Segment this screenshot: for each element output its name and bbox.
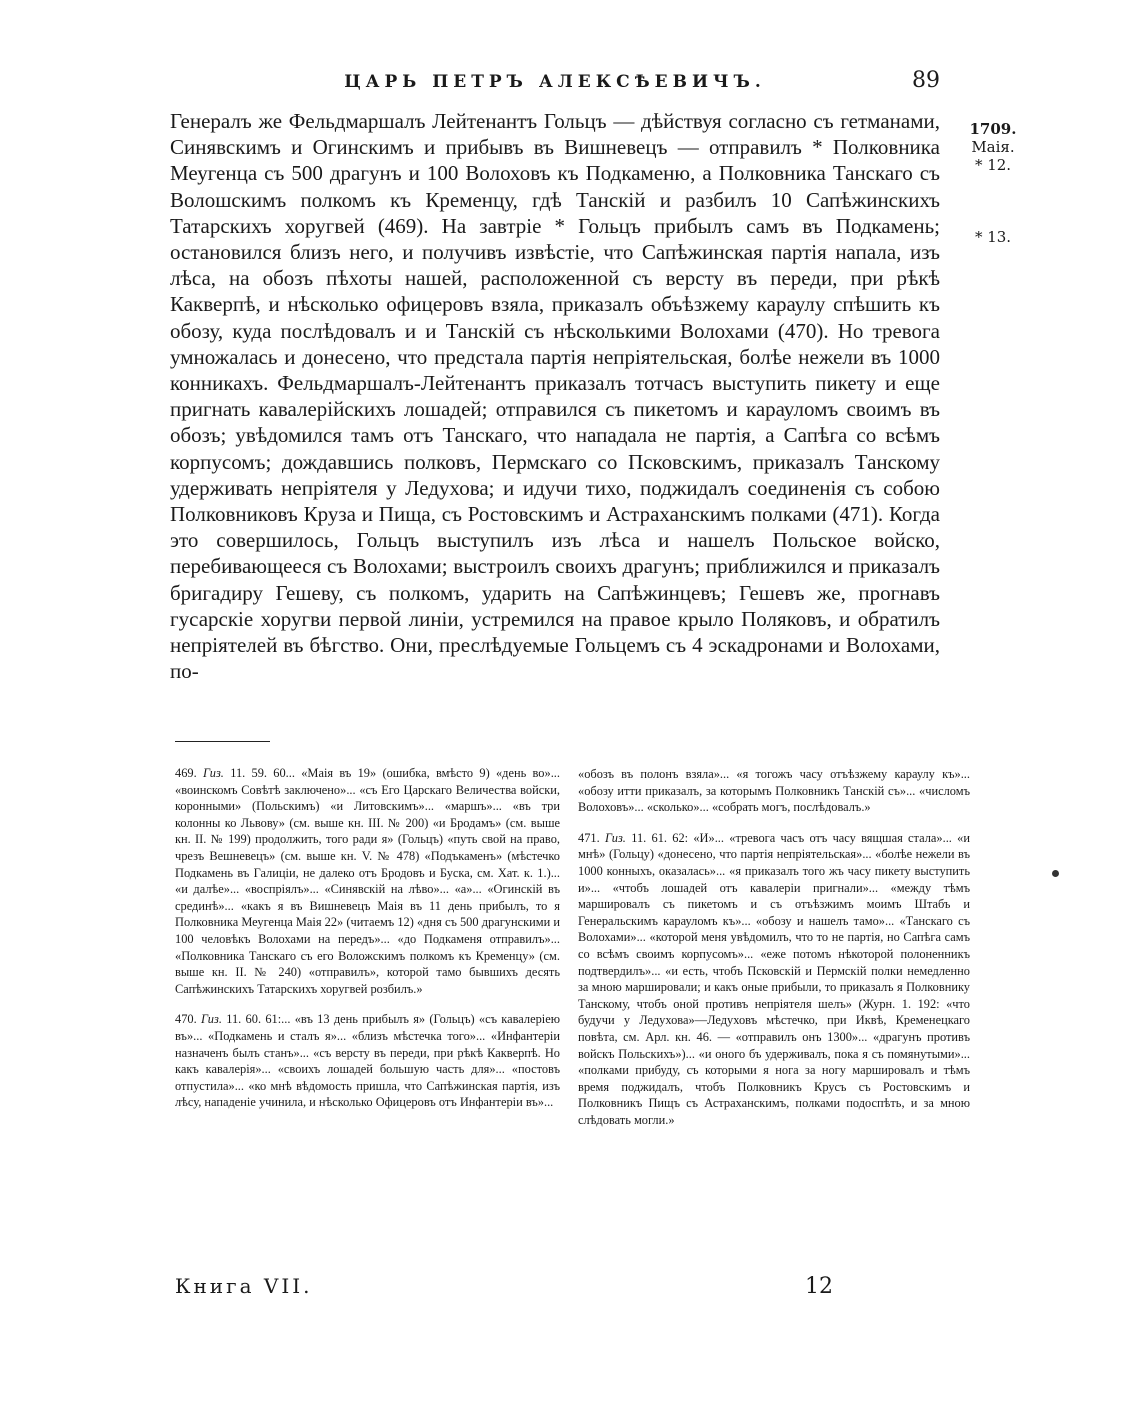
page-footer bbox=[175, 1274, 875, 1304]
footnotes-left-column bbox=[175, 765, 560, 1125]
book-signature: Книга VII. bbox=[175, 1274, 313, 1298]
footnote-label: 470. bbox=[175, 1012, 197, 1027]
ink-speck bbox=[1052, 870, 1059, 877]
footnote-469 bbox=[175, 765, 560, 997]
footnote-source: Гиз. bbox=[200, 1012, 222, 1027]
running-head bbox=[170, 68, 940, 98]
sheet-signature-mark: 12 bbox=[805, 1274, 833, 1299]
footnote-470 bbox=[175, 1011, 560, 1111]
margin-year: 1709. bbox=[969, 120, 1017, 138]
footnote-label: 469. bbox=[175, 766, 197, 780]
footnote-text: 11. 60. 61:... «въ 13 день прибылъ я» (Гольцъ) «съ кавалеріею въ»... «Подкамень и сталъ я»... «близъ мѣстечка того»... «Инфантеріи назначенъ былъ станъ»... «съ версту въ переди, при рѣкѣ Какверпѣ. Но какъ кавалерія»... «своихъ лошадей большую часть для»... «постовъ отпустила»... «ко мнѣ вѣдомость пришла, что Сапѣжинская партія, изъ лѣсу, нападеніе учинила, и нѣсколько Офицеровъ отъ Инфантеріи въ»... bbox=[175, 1012, 560, 1110]
margin-notes bbox=[958, 120, 1028, 246]
footnote-source: Гиз. bbox=[202, 766, 224, 780]
footnote-source: Гиз. bbox=[604, 830, 626, 845]
footnote-471 bbox=[578, 830, 970, 1129]
main-paragraph: Генералъ же Фельдмаршалъ Лейтенантъ Гольцъ — дѣйствуя согласно съ гетманами, Синявскимъ и Огинскимъ и прибывъ въ Вишневецъ — отправилъ * Полковника Меугенца съ 500 драгунъ и 100 Волоховъ къ Подкаменю, а Полковника Танскаго съ Волошскимъ полкомъ къ Кременцу, гдѣ Танскій и разбилъ 10 Сапѣжинскихъ Татарскихъ хоругвей (469). На завтріе * Гольцъ прибылъ самъ въ Подкамень; остановился близъ него, и получивъ извѣстіе, что Сапѣжинская партія напала, изъ лѣса, на обозъ пѣхоты нашей, расположенной съ версту въ переди, при рѣкѣ Какверпѣ, и нѣсколько офицеровъ взяла, приказалъ объѣзжему караулу спѣшить къ обозу, куда послѣдовалъ и и Танскій съ нѣсколькими Волохами (470). Но тревога умножалась и донесено, что предстала партія непріятельская, болѣе нежели въ 1000 конникахъ. Фельдмаршалъ-Лейтенантъ приказалъ тотчасъ выступить пикету и еще пригнать кавалерійскихъ лошадей; отправился съ пикетомъ и карауломъ своимъ въ обозъ; увѣдомился тамъ отъ Танскаго, что нападала не партія, а Сапѣга со всѣмъ корпусомъ; дождавшись полковъ, Пермскаго со Псковскимъ, приказалъ Танскому удерживать непріятеля у Ледухова; и идучи тихо, поджидалъ соединенія съ собою Полковниковъ Круза и Пища, съ Ростовскимъ и Астраханскимъ полками (471). Когда это совершилось, Гольцъ выступилъ изъ лѣса и нашелъ Польское войско, перебивающееся съ Волохами; выстроилъ своихъ драгунъ; приближился и приказалъ бригадиру Гешеву, съ полкомъ, ударить на Сапѣжинцевъ; Гешевъ же, прогнавъ гусарскіе хоругви первой линіи, устремился на правое крыло Поляковъ, и обратилъ непріятелей въ бѣгство. Они, преслѣдуемые Гольцемъ съ 4 эскадронами и Волохами, по- bbox=[170, 109, 940, 684]
footnote-label: 471. bbox=[578, 830, 600, 845]
margin-day-13: * 13. bbox=[974, 228, 1012, 246]
footnote-text: 11. 61. 62: «И»... «тревога часъ отъ часу вящшая стала»... «и мнѣ» (Гольцу) «донесено, что партія непріятельская»... «болѣе нежели въ 1000 конныхъ, оказалась»... «я приказалъ того жъ часу пикету выступить и»... «чтобъ лошадей отъ кавалеріи пригнали»... «между тѣмъ маршировалъ съ пикетомъ и съ отъѣзжимъ моимъ Штабъ и Генеральскимъ карауломъ къ»... «обозу и нашелъ тамо»... «Танскаго съ Волохами»... «которой меня увѣдомилъ, что то не партія, но Сапѣга самъ со всѣмъ своимъ корпусомъ»... «еже потомъ нѣкоторой полоненникъ подтвердилъ»... «и есть, чтобъ Псковскій и Пермскій полки немедленно за мною маршировали; и какъ оные прибыли, то приказалъ я Полковнику Танскому, чтобъ оной противъ непріятеля шелъ» (Журн. 1. 192: «что будучи у Ледухова»—Ледуховъ мѣстечко, при Иквѣ, Кременецкаго повѣта, см. Арл. кн. 46. — «отправилъ онъ 1300»... «драгунъ противъ войскъ Польскихъ»)... «и оного бъ удерживалъ, пока я съ помянутыми»... «полками прибуду, съ которыми я нога за ногу маршировалъ и тѣмъ время поджидалъ, чтобъ Полковникъ Крусъ съ Ростовскимъ и Полковникъ Пищъ съ Астраханскимъ, полками подоспѣть, и за мною слѣдовать могли.» bbox=[578, 830, 970, 1127]
footnotes-right-column bbox=[578, 766, 970, 1142]
footnote-text: 11. 59. 60... «Маія въ 19» (ошибка, вмѣсто 9) «день во»... «воинскомъ Совѣтѣ заключено»... «съ Его Царскаго Величества войски, коронными» (Польскимъ) «и Литовскимъ»... «маршъ»... «въ три колонны ко Львову» (см. выше кн. III. № 200) «и Бродамъ» (см. выше кн. II. № 199) продолжить, того ради я» (Гольцъ) «путь свой на право, чрезъ Вешневецъ» (см. выше кн. V. № 478) «Подъкаменъ» (мѣстечко Подкамень въ Галиціи, не далеко отъ Бродовъ и Буска, см. Хат. к. 1.)... «и далѣе»... «воспріялъ»... «Синявскій на лѣво»... «а»... «Огинскій въ срединѣ»... «какъ я въ Вишневецъ Маія въ 11 день прибылъ, то я Полковника Меугенца Маія 22» (читаемъ 12) «дня съ 500 драгунскими и 100 человѣкъ Волохами на передъ»... «до Подкаменя отправилъ»... «Полковника Танскаго съ его Воложскимъ полкомъ къ Кременцу» (см. выше кн. II. № 240) «отправилъ», которой тамо бывшихъ десять Сапѣжинскихъ Татарскихъ хоругвей розбилъ.» bbox=[175, 766, 560, 996]
margin-day-12: * 12. bbox=[974, 156, 1012, 174]
footnote-text: «обозъ въ полонъ взяла»... «я тогожъ часу отъѣзжему караулу къ»... «обозу итти приказалъ, за которымъ Полковникъ Танскій съ»... «числомъ Волоховъ»... «сколько»... «собрать могъ, послѣдовалъ.» bbox=[578, 767, 970, 815]
main-body bbox=[170, 108, 940, 684]
page-number: 89 bbox=[912, 68, 940, 93]
footnote-470-continued bbox=[578, 766, 970, 816]
footnote-rule bbox=[175, 741, 270, 742]
running-title: ЦАРЬ ПЕТРЪ АЛЕКСѢЕВИЧЪ. bbox=[344, 72, 766, 92]
margin-month: Маія. bbox=[971, 138, 1015, 156]
